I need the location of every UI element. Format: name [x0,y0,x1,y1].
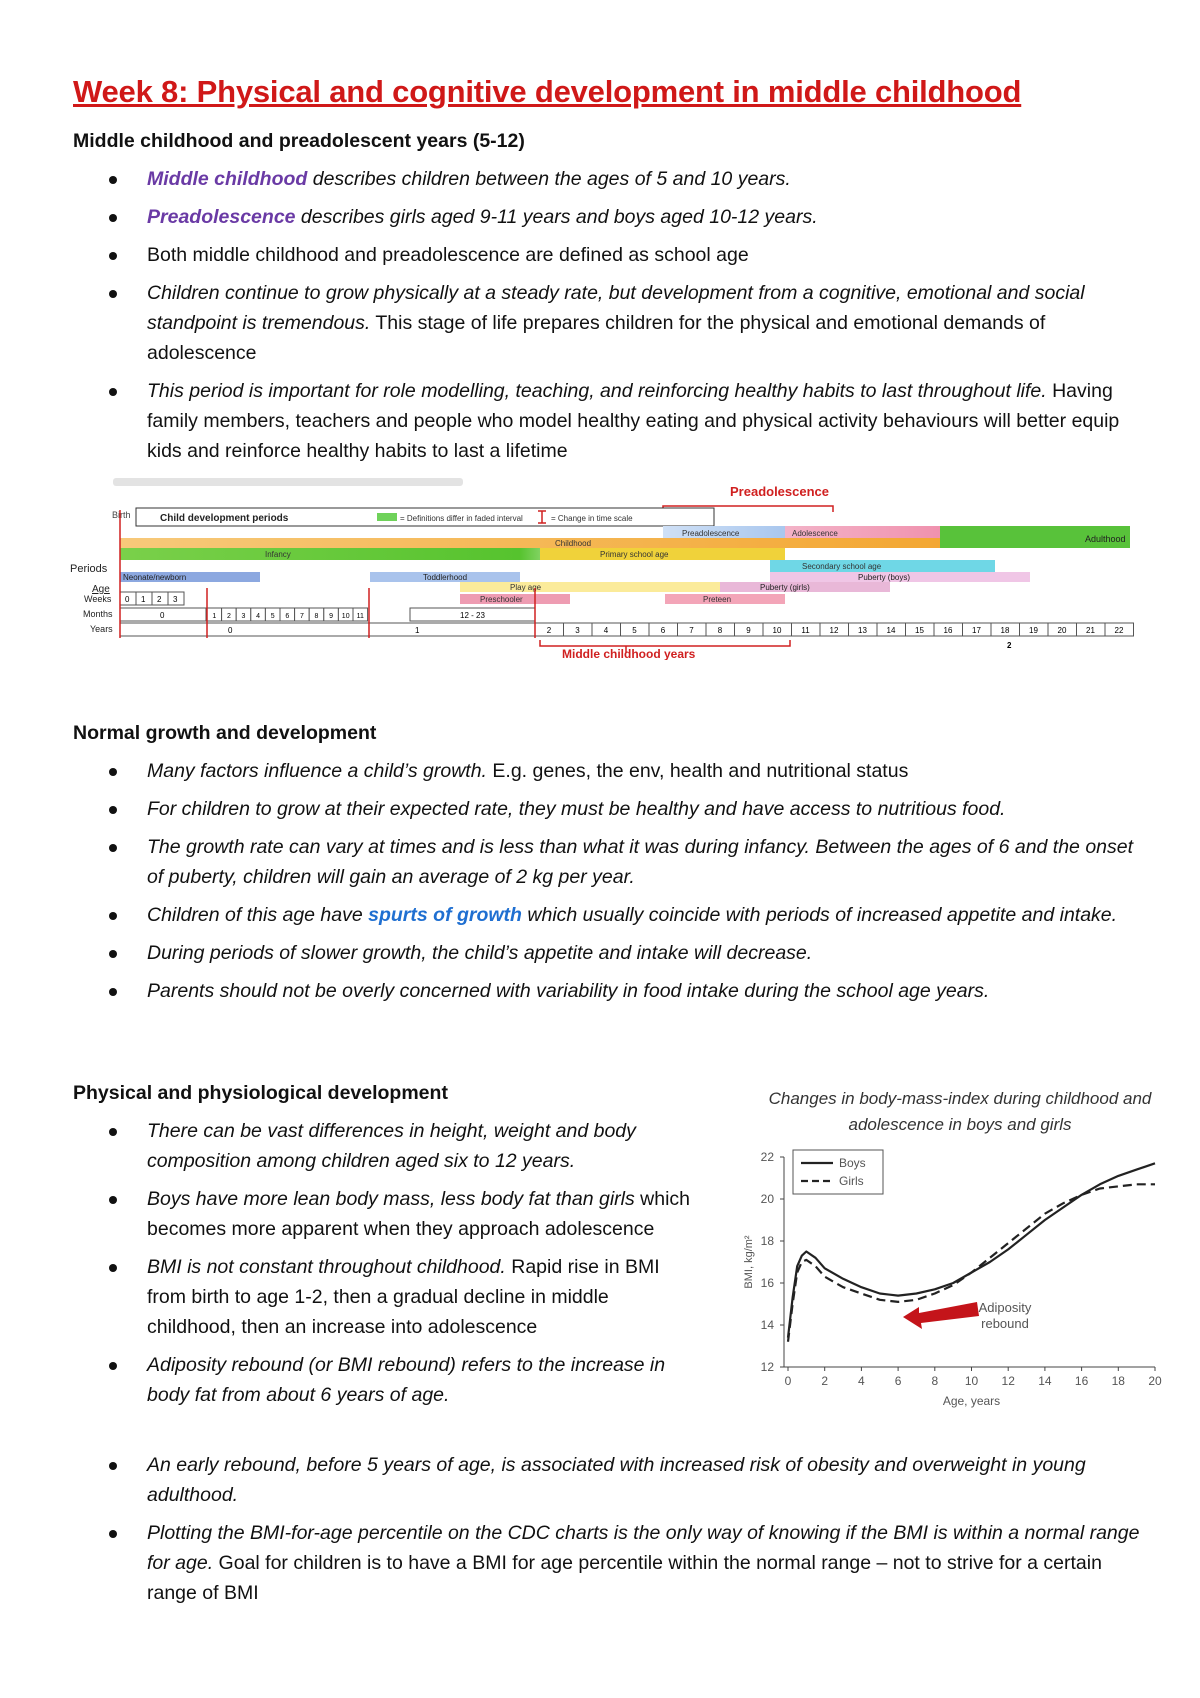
year-label: 12 [829,626,839,635]
year-label: 2 [1007,641,1012,650]
year-label: 13 [858,626,867,635]
bullet-item [0,794,1140,824]
bar-label-puberty-girls: Puberty (girls) [760,583,810,592]
bar-label-puberty-boys: Puberty (boys) [858,573,911,582]
bullet-item [0,1350,700,1410]
bullet-list-normal-growth [0,756,1140,1014]
legend-change-text: = Change in time scale [551,514,633,523]
y-tick-label: 22 [760,1150,774,1164]
bullet-text-italic: There can be vast differences in height, weight and body composition among children aged six to 12 years. [147,1120,636,1172]
month-label: 1 [212,613,217,620]
bullet-text: which becomes more apparent when they approach adolescence [147,1188,691,1240]
x-tick-label: 20 [1148,1374,1162,1388]
bullet-text-italic: This period is important for role modelling, teaching, and reinforcing healthy habits to last throughout life. [147,380,1047,402]
y-tick-label: 18 [760,1234,774,1248]
bullet-icon [109,388,117,396]
adiposity-arrow-icon [903,1302,979,1329]
bullet-text-italic: Plotting the BMI-for-age percentile on the CDC charts is the only way of knowing if the BMI is within a normal range for age. [147,1522,1140,1574]
x-tick-label: 16 [1074,1374,1089,1388]
week-label: 0 [125,595,130,604]
child-development-timeline [70,480,1150,660]
y-tick-label: 14 [760,1318,774,1332]
bullet-icon [109,1196,117,1204]
bullet-icon [109,768,117,776]
y-tick-label: 16 [760,1276,774,1290]
year-label: 16 [943,626,953,635]
bar-label-adolescence: Adolescence [792,529,838,538]
x-tick-label: 18 [1111,1374,1125,1388]
year-label: 15 [915,626,924,635]
month-range-label: 12 - 23 [460,611,485,620]
bmi-chart [715,1080,1185,1440]
legend-faded-swatch [377,513,397,521]
bullet-item [0,976,1140,1006]
y-axis-label: BMI, kg/m² [743,1235,755,1289]
adiposity-rebound-annotation [903,1300,1032,1331]
bullet-text: Goal for children is to have a BMI for age percentile within the normal range – not to strive for a certain range of BMI [147,1552,1102,1604]
bullet-item [0,1184,700,1244]
year-label: 14 [886,626,896,635]
bullet-text-italic: which usually coincide with periods of increased appetite and intake. [521,904,1118,926]
bullet-item [0,202,1140,232]
bullet-item [0,164,1140,194]
month-label: 6 [285,613,290,620]
bullet-text: describes girls aged 9-11 years and boys aged 10-12 years. [295,206,818,228]
bar-label-childhood: Childhood [555,539,592,548]
bullet-text: E.g. genes, the env, health and nutritional status [486,760,909,782]
term-preadolescence: Preadolescence [147,206,296,228]
bullet-icon [109,252,117,260]
month-label: 7 [299,613,304,620]
x-tick-label: 10 [964,1374,979,1388]
x-tick-label: 8 [931,1374,939,1388]
bullet-icon [109,844,117,852]
bullet-text-italic: The growth rate can vary at times and is less than what it was during infancy. Between the ages of 6 and the onset of puberty, children will gain an average of 2 kg per year. [147,836,1134,888]
middle-childhood-bracket [540,640,790,646]
bullet-text-italic: For children to grow at their expected rate, they must be healthy and have access to nutritious food. [147,798,1006,820]
months-row [120,608,535,621]
x-tick-label: 2 [821,1374,829,1388]
row-label-weeks: Weeks [84,594,112,604]
month-label: 0 [160,611,165,620]
bullet-list-physical-development-cont [0,1450,1140,1616]
bar-childhood [120,538,940,548]
bullet-item [0,1116,700,1176]
bar-label-primary-school-age: Primary school age [600,550,669,559]
bullet-text-italic: Boys have more lean body mass, less body fat than girls [147,1188,635,1210]
bullet-icon [109,1128,117,1136]
month-label: 8 [314,613,319,620]
bullet-text-italic: During periods of slower growth, the child’s appetite and intake will decrease. [147,942,813,964]
chart-title-line1: Changes in body-mass-index during childhood and [768,1089,1152,1108]
birth-label: Birth [112,510,131,520]
bullet-text-italic: Adiposity rebound (or BMI rebound) refers to the increase in body fat from about 6 years of age. [147,1354,666,1406]
bar-label-play-age: Play age [510,583,542,592]
bullet-icon [109,290,117,298]
year-label: 1 [415,626,420,635]
legend-box [793,1150,883,1194]
bullet-icon [109,912,117,920]
year-label: 10 [772,626,782,635]
y-tick-label: 20 [760,1192,774,1206]
bar-label-neonate: Neonate/newborn [123,573,187,582]
year-label: 8 [717,626,723,635]
bar-label-adulthood: Adulthood [1085,534,1126,544]
row-label-years: Years [90,624,113,634]
bullet-text: Having family members, teachers and people who model healthy eating and physical activity behaviours will better equip kids and reinforce healthy habits to last a lifetime [147,380,1120,462]
bullet-item [0,756,1140,786]
year-label: 20 [1057,626,1067,635]
bullet-icon [109,950,117,958]
row-label-age: Age [92,584,110,595]
month-label: 11 [356,613,364,620]
month-label: 4 [256,613,261,620]
bullet-text-italic: Children of this age have [147,904,369,926]
legend-label-boys: Boys [839,1156,866,1170]
weeks-row [120,592,184,605]
bar-label-infancy: Infancy [265,550,291,559]
year-label: 4 [603,626,609,635]
x-tick-label: 0 [784,1374,792,1388]
bullet-item [0,278,1140,368]
week-label: 3 [173,595,178,604]
bullet-item [0,832,1140,892]
bullet-icon [109,1362,117,1370]
bullet-text: describes children between the ages of 5 and 10 years. [307,168,791,190]
bullet-list-middle-childhood [0,164,1140,474]
year-label: 3 [575,626,580,635]
month-label: 3 [241,613,246,620]
bar-label-toddlerhood: Toddlerhood [423,573,468,582]
bullet-item [0,376,1140,466]
year-label: 5 [632,626,637,635]
bullet-icon [109,1264,117,1272]
year-label: 6 [660,626,666,635]
section-heading-normal-growth: Normal growth and development [73,722,377,744]
year-label: 22 [1114,626,1124,635]
bar-label-secondary-school-age: Secondary school age [802,562,882,571]
bullet-text-italic: Children continue to grow physically at a steady rate, but development from a cognitive, emotional and social standpoint is tremendous. [147,282,1085,334]
bar-label-preschooler: Preschooler [480,595,523,604]
week-label: 1 [141,595,146,604]
month-label: 2 [226,613,231,620]
bullet-item [0,1518,1140,1608]
year-label: 18 [1000,626,1010,635]
timeline-box-title: Child development periods [160,513,289,524]
year-label: 19 [1029,626,1038,635]
bullet-list-physical-development [0,1116,700,1418]
bullet-text-italic: An early rebound, before 5 years of age, is associated with increased risk of obesity and overweight in young adulthood. [147,1454,1086,1506]
bullet-text: Rapid rise in BMI from birth to age 1-2, then a gradual decline in middle childhood, then an increase into adolescence [147,1256,660,1338]
term-middle-childhood: Middle childhood [147,168,308,190]
month-label: 5 [270,613,275,620]
bullet-icon [109,214,117,222]
year-label: 2 [546,626,552,635]
annotation-line2: rebound [981,1316,1029,1331]
bullet-icon [109,806,117,814]
x-axis-label: Age, years [942,1394,1001,1408]
bullet-text-italic: BMI is not constant throughout childhood. [147,1256,506,1278]
month-label: 10 [341,613,350,620]
year-label: 11 [801,626,810,635]
bullet-item [0,1450,1140,1510]
bullet-text: This stage of life prepares children for the physical and emotional demands of adolescence [147,312,1046,364]
row-label-months: Months [83,609,113,619]
row-label-periods: Periods [70,563,108,575]
page-title: Week 8: Physical and cognitive development in middle childhood [73,74,1022,109]
legend-faded-text: = Definitions differ in faded interval [400,514,523,523]
bullet-icon [109,988,117,996]
chart-legend [793,1150,883,1194]
bullet-icon [109,1462,117,1470]
bullet-text-italic: Many factors influence a child’s growth. [147,760,487,782]
x-tick-label: 4 [858,1374,865,1388]
bullet-icon [109,176,117,184]
year-label: 21 [1086,626,1095,635]
x-tick-label: 6 [894,1374,902,1388]
year-label: 17 [972,626,981,635]
bullet-item [0,938,1140,968]
legend-label-girls: Girls [839,1174,864,1188]
bullet-item [0,900,1140,930]
chart-title-line2: adolescence in boys and girls [848,1115,1072,1134]
month-label: 9 [329,613,334,620]
year-label: 0 [228,626,233,635]
bullet-text: Both middle childhood and preadolescence are defined as school age [147,244,749,266]
year-label: 9 [746,626,751,635]
year-label: 7 [689,626,694,635]
series-line-girls [788,1184,1155,1342]
bullet-text-italic: Parents should not be overly concerned with variability in food intake during the school age years. [147,980,990,1002]
annotation-line1: Adiposity [978,1300,1032,1315]
bullet-icon [109,1530,117,1538]
section-heading-physical-development: Physical and physiological development [73,1082,448,1104]
bullet-item [0,240,1140,270]
bar-label-preadolescence: Preadolescence [682,529,740,538]
bar-label-preteen: Preteen [703,595,732,604]
bullet-item [0,1252,700,1342]
x-tick-label: 12 [1001,1374,1015,1388]
middle-childhood-label: Middle childhood years [562,647,696,660]
section-heading-middle-childhood: Middle childhood and preadolescent years (5-12) [73,130,525,152]
preadolescence-label: Preadolescence [730,484,830,499]
bar-infancy [120,548,590,560]
week-label: 2 [157,595,162,604]
y-tick-label: 12 [760,1360,774,1374]
term-spurts-of-growth: spurts of growth [368,904,522,926]
x-tick-label: 14 [1038,1374,1052,1388]
